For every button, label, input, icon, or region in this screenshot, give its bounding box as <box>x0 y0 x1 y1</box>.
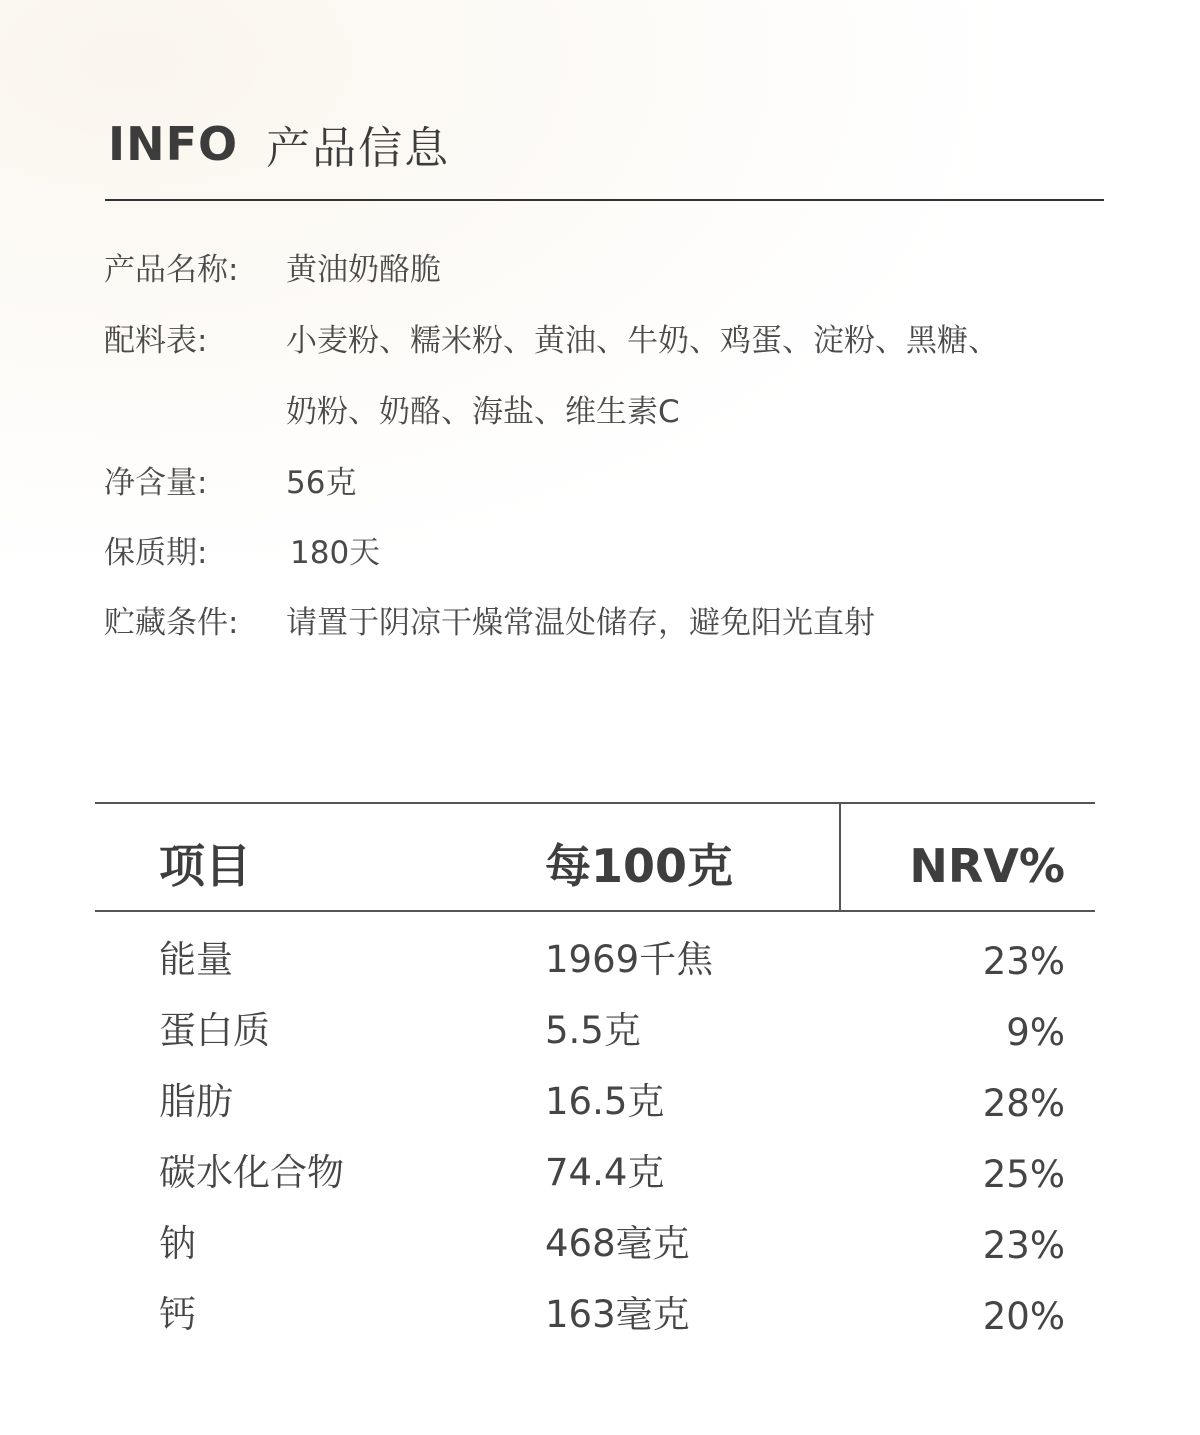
table-column-divider <box>839 802 841 912</box>
title-divider <box>105 199 1104 201</box>
nutrient-nrv: 9% <box>1006 1011 1065 1054</box>
nutrient-nrv: 23% <box>982 1224 1065 1267</box>
table-row <box>95 1214 1095 1274</box>
info-value: 黄油奶酪脆 <box>286 252 441 288</box>
nutrient-amount: 1969千焦 <box>545 938 714 981</box>
nutrient-amount: 16.5克 <box>545 1080 665 1123</box>
table-row <box>95 1285 1095 1345</box>
info-value: 请置于阴凉干燥常温处储存，避免阳光直射 <box>286 605 875 641</box>
column-header-nrv: NRV% <box>909 839 1065 893</box>
table-row <box>95 930 1095 990</box>
nutrient-amount: 163毫克 <box>545 1293 690 1336</box>
info-label: 净含量: <box>104 465 208 501</box>
nutrient-name: 钙 <box>159 1293 196 1336</box>
nutrient-name: 能量 <box>159 938 233 981</box>
nutrient-nrv: 28% <box>982 1082 1065 1125</box>
table-row <box>95 1001 1095 1061</box>
nutrient-nrv: 20% <box>982 1295 1065 1338</box>
nutrient-name: 碳水化合物 <box>159 1151 344 1194</box>
info-label: 配料表: <box>104 323 208 359</box>
table-top-rule <box>95 802 1095 804</box>
nutrition-table <box>95 802 1095 1362</box>
info-value: 180天 <box>290 535 381 571</box>
info-label: 产品名称: <box>104 252 239 288</box>
page-title <box>108 112 450 176</box>
table-header-rule <box>95 910 1095 912</box>
info-value: 56克 <box>286 465 357 501</box>
info-label: 贮藏条件: <box>104 605 239 641</box>
title-chinese: 产品信息 <box>266 123 451 174</box>
column-header-per100g: 每100克 <box>545 839 734 893</box>
nutrient-amount: 5.5克 <box>545 1009 641 1052</box>
nutrient-nrv: 23% <box>982 940 1065 983</box>
info-label: 保质期: <box>104 535 208 571</box>
nutrient-name: 脂肪 <box>159 1080 233 1123</box>
info-value-continued: 奶粉、奶酪、海盐、维生素C <box>286 394 680 430</box>
info-value: 小麦粉、糯米粉、黄油、牛奶、鸡蛋、淀粉、黑糖、 <box>286 323 999 359</box>
title-english: INFO <box>108 117 239 171</box>
nutrient-amount: 468毫克 <box>545 1222 690 1265</box>
nutrient-name: 蛋白质 <box>159 1009 270 1052</box>
nutrient-name: 钠 <box>159 1222 196 1265</box>
table-row <box>95 1143 1095 1203</box>
nutrient-nrv: 25% <box>982 1153 1065 1196</box>
nutrient-amount: 74.4克 <box>545 1151 665 1194</box>
table-row <box>95 1072 1095 1132</box>
column-header-item: 项目 <box>159 839 251 893</box>
